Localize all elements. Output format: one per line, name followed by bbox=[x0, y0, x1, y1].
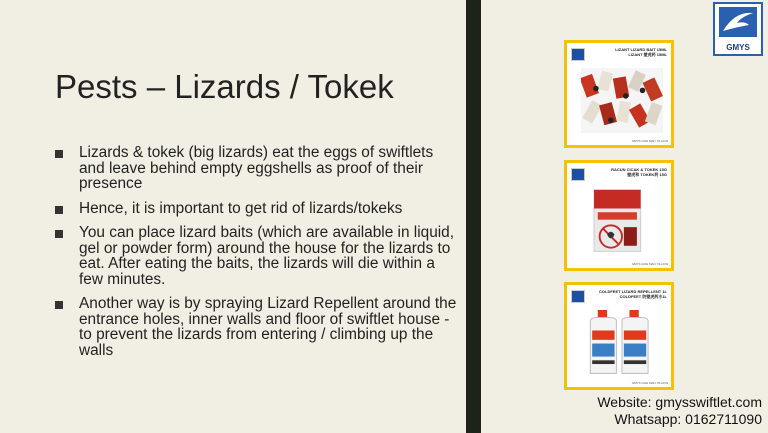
bullet-item bbox=[55, 225, 460, 287]
product-footer: GMYS GOH MAN YILLION bbox=[631, 262, 668, 266]
bullet-marker bbox=[55, 230, 63, 238]
gmys-mini-logo-icon bbox=[571, 168, 585, 181]
product-caption-cn: LIZANT 壁虎药 15ML bbox=[628, 52, 667, 57]
poison-packet-image bbox=[581, 188, 663, 257]
bullet-list bbox=[55, 145, 460, 367]
repellent-bottles-image bbox=[581, 310, 663, 375]
bullet-marker bbox=[55, 150, 63, 158]
bullet-marker bbox=[55, 301, 63, 309]
bait-bottles-image bbox=[581, 68, 663, 133]
product-caption-en: COLDFEET LIZARD REPELLENT 1L bbox=[599, 289, 667, 294]
product-card-lizard-bait bbox=[564, 40, 674, 148]
bullet-item bbox=[55, 296, 460, 358]
bullet-text: You can place lizard baits (which are available in liquid, gel or powder form) around the house for the lizards to eat. After eating the baits, the lizards will die within a few minutes. bbox=[79, 224, 455, 288]
bullet-item bbox=[55, 145, 460, 192]
swiftlet-bird-icon bbox=[719, 7, 757, 37]
contact-info bbox=[597, 394, 762, 428]
product-caption-cn: 壁虎和 TOKEK药 15G bbox=[627, 172, 667, 177]
bullet-text: Another way is by spraying Lizard Repellent around the entrance holes, inner walls and floor of swiftlet house - to prevent the lizards from entering / climbing up the walls bbox=[79, 295, 457, 359]
product-caption bbox=[599, 289, 667, 299]
bullet-text: Hence, it is important to get rid of lizards/tokeks bbox=[79, 199, 403, 217]
product-caption bbox=[611, 167, 667, 177]
product-footer: GMYS GOH MAN YILLION bbox=[631, 139, 668, 143]
website-text: Website: gmysswiftlet.com bbox=[597, 394, 762, 410]
product-card-coldfeet-repellent bbox=[564, 282, 674, 390]
gmys-mini-logo-icon bbox=[571, 48, 585, 61]
product-footer: GMYS GOH MAN YILLION bbox=[631, 381, 668, 385]
product-card-racun-cicak bbox=[564, 160, 674, 271]
product-caption-en: RACUN CICAK & TOKEK 15G bbox=[611, 167, 667, 172]
whatsapp-text: Whatsapp: 0162711090 bbox=[614, 411, 762, 427]
bullet-text: Lizards & tokek (big lizards) eat the eggs of swiftlets and leave behind empty eggshells as proof of their presence bbox=[79, 144, 434, 192]
vertical-divider bbox=[466, 0, 481, 433]
product-caption bbox=[615, 47, 667, 57]
bullet-item bbox=[55, 201, 460, 217]
product-caption-en: LIZANT LIZARD BAIT 15ML bbox=[615, 47, 667, 52]
gmys-mini-logo-icon bbox=[571, 290, 585, 303]
gmys-logo bbox=[713, 2, 763, 56]
slide-title: Pests – Lizards / Tokek bbox=[55, 68, 394, 106]
logo-text: GMYS bbox=[726, 43, 750, 52]
product-caption-cn: COLDFEET 防壁虎药水1L bbox=[619, 294, 667, 299]
bullet-marker bbox=[55, 206, 63, 214]
